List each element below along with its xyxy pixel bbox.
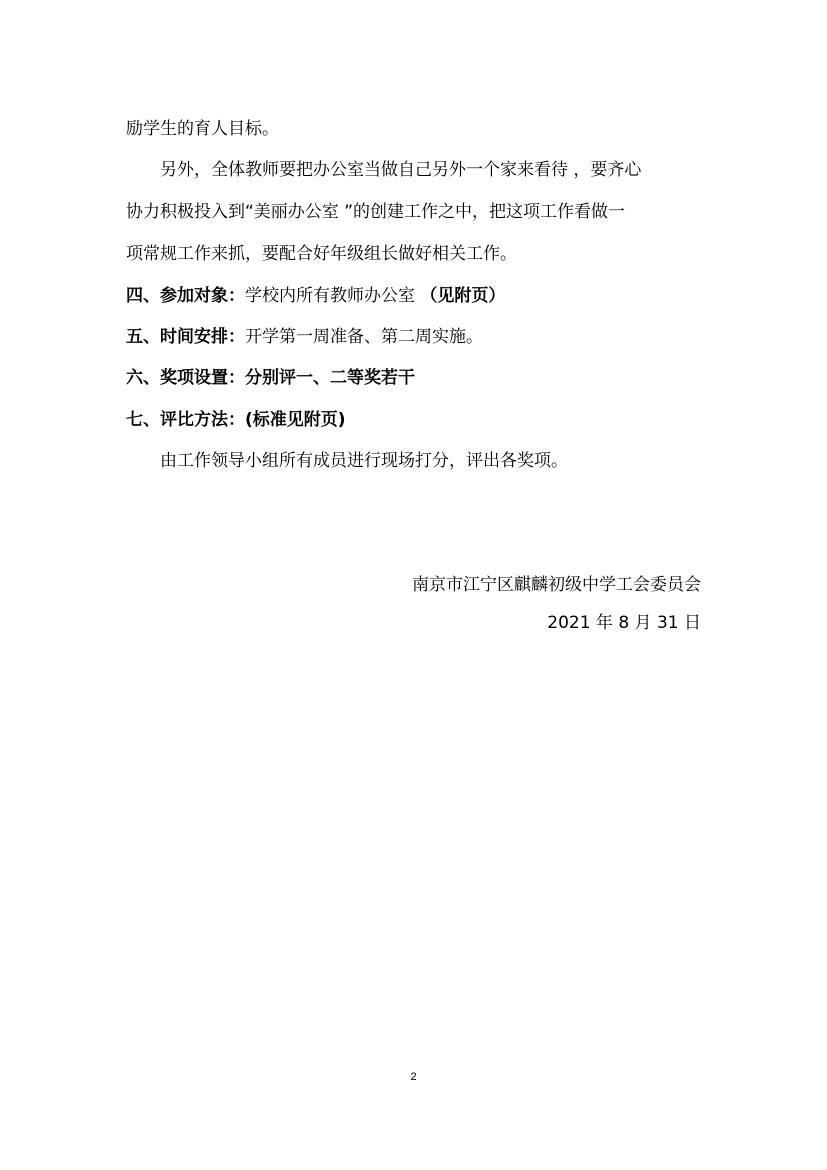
- signature-organization: 南京市江宁区麒麟初级中学工会委员会: [412, 575, 701, 595]
- section-6-awards: 六、奖项设置：分别评一、二等奖若干: [126, 368, 415, 388]
- paragraph-2-line-1: 另外，全体教师要把办公室当做自己另外一个家来看待 ，要齐心: [160, 160, 642, 180]
- paragraph-2-line-3: 项常规工作来抓，要配合好年级组长做好相关工作。: [126, 244, 517, 264]
- section-4-content: 学校内所有教师办公室: [245, 286, 421, 306]
- page-number: 2: [410, 1071, 417, 1083]
- section-4-participants: [126, 284, 505, 308]
- paragraph-2-line-2: 协力积极投入到“美丽办公室 ”的创建工作之中，把这项工作看做一: [126, 202, 626, 222]
- section-5-heading: 五、时间安排：: [126, 327, 245, 347]
- section-4-note: （见附页）: [420, 286, 506, 306]
- section-5-content: 开学第一周准备、第二周实施。: [245, 327, 483, 347]
- section-4-heading: 四、参加对象：: [126, 286, 245, 306]
- section-7-evaluation-method: 七、评比方法：(标准见附页): [126, 410, 346, 430]
- signature-date: 2021 年 8 月 31 日: [547, 613, 701, 633]
- evaluation-method-text: 由工作领导小组所有成员进行现场打分，评出各奖项。: [160, 451, 568, 471]
- section-5-schedule: [126, 325, 483, 349]
- paragraph-continuation: 励学生的育人目标。: [126, 119, 279, 139]
